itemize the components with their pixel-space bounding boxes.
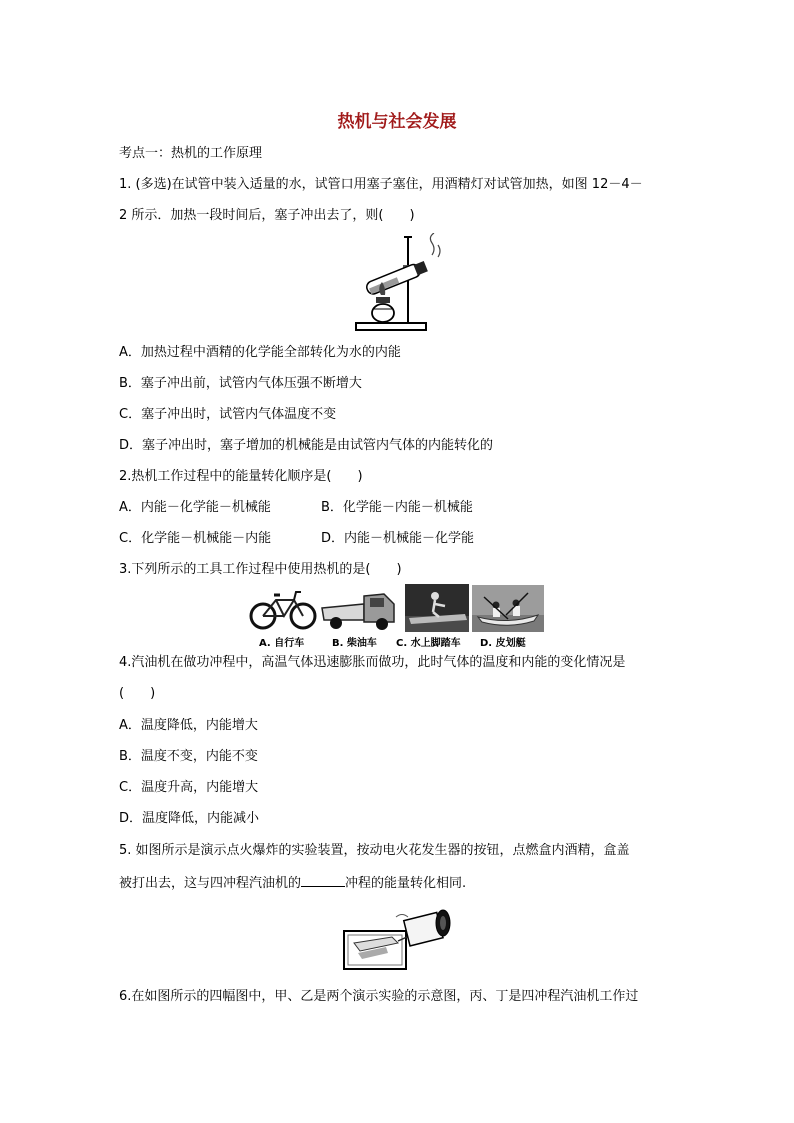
q4-stem-line1: 4.汽油机在做功冲程中，高温气体迅速膨胀而做功，此时气体的温度和内能的变化情况是 xyxy=(119,655,626,670)
q2-option-a: A．内能－化学能－机械能 xyxy=(119,500,271,515)
q4-option-c: C．温度升高，内能增大 xyxy=(119,780,259,795)
kayak-image xyxy=(472,585,544,632)
q5-stem-line1: 5. 如图所示是演示点火爆炸的实验装置，按动电火花发生器的按钮，点燃盒内酒精，盒盖 xyxy=(119,843,630,858)
q3-caption-d: D. 皮划艇 xyxy=(480,638,526,649)
q5-stem-text-after: 冲程的能量转化相同. xyxy=(345,876,467,891)
q1-option-a: A．加热过程中酒精的化学能全部转化为水的内能 xyxy=(119,345,401,360)
q1-stem-line1: 1. (多选)在试管中装入适量的水，试管口用塞子塞住，用酒精灯对试管加热，如图 12－4－ xyxy=(119,177,643,192)
test-tube-heating-figure xyxy=(348,233,448,333)
q2-option-b: B．化学能－内能－机械能 xyxy=(321,500,473,515)
q3-caption-b: B. 柴油车 xyxy=(332,638,377,649)
q4-option-a: A．温度降低，内能增大 xyxy=(119,718,258,733)
q4-option-b: B．温度不变，内能不变 xyxy=(119,749,258,764)
section-heading: 考点一：热机的工作原理 xyxy=(119,146,263,161)
q2-option-d: D．内能－机械能－化学能 xyxy=(321,531,475,546)
q2-option-c: C．化学能－机械能－内能 xyxy=(119,531,272,546)
q3-stem: 3.下列所示的工具工作过程中使用热机的是( ) xyxy=(119,562,402,577)
diesel-truck-image xyxy=(320,586,399,632)
q2-stem: 2.热机工作过程中的能量转化顺序是( ) xyxy=(119,469,363,484)
document-title: 热机与社会发展 xyxy=(337,112,457,132)
q1-option-d: D．塞子冲出时，塞子增加的机械能是由试管内气体的内能转化的 xyxy=(119,438,494,453)
q5-answer-blank xyxy=(301,874,345,887)
water-pedal-boat-image xyxy=(405,584,469,632)
ignition-explosion-figure xyxy=(340,903,456,973)
q1-option-b: B．塞子冲出前，试管内气体压强不断增大 xyxy=(119,376,362,391)
bicycle-image xyxy=(248,586,318,632)
q5-stem-text-before: 被打出去，这与四冲程汽油机的 xyxy=(119,876,302,891)
q4-option-d: D．温度降低，内能减小 xyxy=(119,811,260,826)
q3-caption-a: A. 自行车 xyxy=(259,638,305,649)
q1-option-c: C．塞子冲出时，试管内气体温度不变 xyxy=(119,407,337,422)
q1-stem-line2: 2 所示．加热一段时间后，塞子冲出去了，则( ) xyxy=(119,208,415,223)
q3-caption-c: C. 水上脚踏车 xyxy=(396,638,461,649)
q5-stem-line2 xyxy=(119,874,466,892)
q6-stem-line1: 6.在如图所示的四幅图中，甲、乙是两个演示实验的示意图，丙、丁是四冲程汽油机工作过 xyxy=(119,989,639,1004)
q4-stem-line2: ( ) xyxy=(119,686,156,701)
